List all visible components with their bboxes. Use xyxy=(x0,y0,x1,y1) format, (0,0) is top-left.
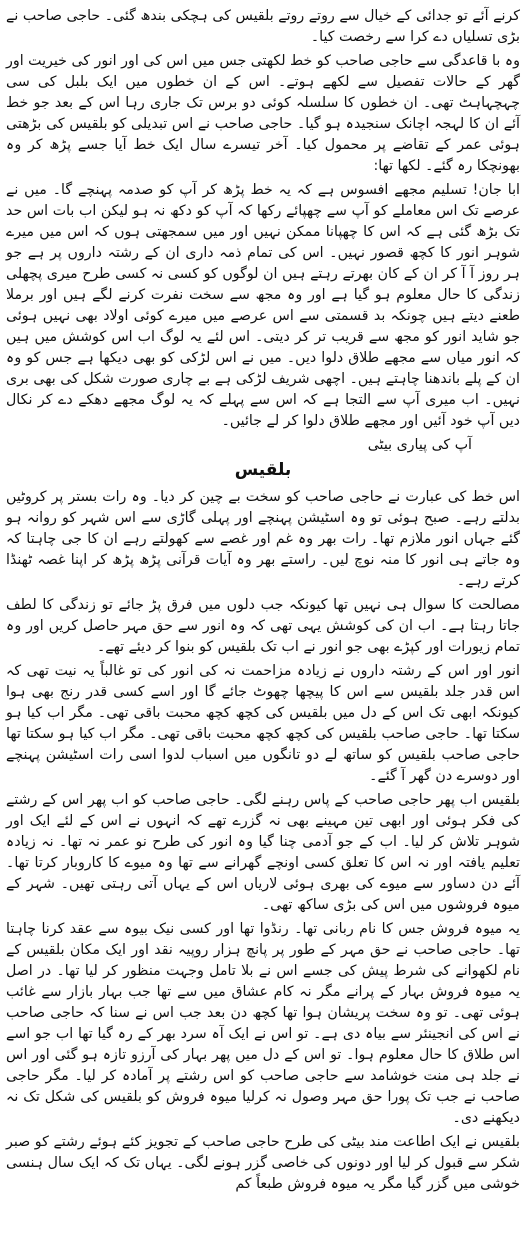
paragraph-divorce: انور اور اس کے رشتہ داروں نے زیادہ مزاحمت نہ کی انور کی تو غالباً یہ نیت تھی کہ اس قدر جلد بلقیس سے اس کا پیچھا چھوٹ جائے گا اور اسے کسی قدر رنج بھی ہوا کیونکہ ابھی تک اس کے دل میں بلقیس کی کچھ کچھ محبت باقی تھی۔ مگر اب کیا ہو سکتا تھا۔ حاجی صاحب بلقیس کی کچھ کچھ محبت باقی تھی۔ مگر اب کیا ہو سکتا تھا حاجی صاحب بلقیس کو ساتھ لے دو تانگوں میں اسباب لدوا اسی رات اسٹیشن پہنچے اور دوسرے دن گھر آ گئے۔ xyxy=(6,663,520,784)
letter-signature: بلقیس xyxy=(234,460,292,480)
paragraph-marriage: بلقیس نے ایک اطاعت مند بیٹی کی طرح حاجی صاحب کے تجویز کئے ہوئے رشتے کو صبر شکر سے قبول کر لیا اور دونوں کی خاصی گزر ہونے لگی۔ یہاں تک کہ ایک سال ہنسی خوشی میں گزر گیا مگر یہ میوہ فروش طبعاً کم xyxy=(6,1134,520,1192)
letter-signoff: آپ کی پیاری بیٹی xyxy=(367,437,472,453)
letter-body: ابا جان! تسلیم مجھے افسوس ہے کہ یہ خط پڑھ کر آپ کو صدمہ پہنچے گا۔ میں نے عرصے تک اس معاملے کو آپ سے چھپائے رکھا کہ آپ کو دکھ نہ ہو لیکن اب بات اس حد تک بڑھ گئی ہے کہ اس کا چھپانا ممکن نہیں اور میں سمجھتی ہوں کہ اس میں میرے شوہر انور کا کچھ قصور نہیں۔ اس کی تمام ذمہ داری ان کے رشتہ داروں پر ہے جو ہر روز آ آ کر ان کے کان بھرتے رہتے ہیں ان لوگوں کو کسی نہ کسی طرح میری پچھلی زندگی کا حال معلوم ہو گیا ہے اور وہ مجھ سے سخت نفرت کرنے لگے ہیں اور برملا طعنے دیتے ہیں چونکہ بد قسمتی سے اس عرصے میں میرے کوئی اولاد بھی نہیں ہوئی جو شاید انور کو مجھ سے قریب تر کر دیتی۔ اس لئے یہ لوگ اب اس کوشش میں ہیں کہ انور میاں سے مجھے طلاق دلوا دیں۔ میں نے اس لڑکی کو بھی دیکھا ہے جس کو وہ ان کے پلے باندھنا چاہتے ہیں۔ اچھی شریف لڑکی ہے بے چاری صورت شکل کی بھی بری نہیں۔ اب میری آپ سے التجا ہے کہ اس سے پہلے کہ یہ لوگ مجھے دھکے دے کر نکال دیں آپ خود آئیں اور مجھے طلاق دلوا کر لے جائیں۔ xyxy=(6,182,520,429)
paragraph-letters: وہ با قاعدگی سے حاجی صاحب کو خط لکھتی جس میں اس کی اور انور کی خیریت اور گھر کے حالات تفصیل سے لکھے ہوتے۔ اس کے ان خطوں میں ایک بلبل کی سی چہچہاہٹ تھی۔ ان خطوں کا سلسلہ کوئی دو برس تک جاری رہا اس کے بعد جو خط آئے ان کا لہجہ اچانک سنجیدہ ہو گیا۔ حاجی صاحب نے اس تبدیلی کو بلقیس کی بڑھتی ہوئی عمر کے تقاضے پر محمول کیا۔ آخر تیسرے سال ایک خط آیا جسے پڑھ کر وہ بھونچکا رہ گئے۔ لکھا تھا: xyxy=(6,53,520,174)
paragraph-departure: کرنے آئے تو جدائی کے خیال سے روتے روتے بلقیس کی ہچکی بندھ گئی۔ حاجی صاحب نے بڑی تسلیاں دے کرا سے رخصت کیا۔ xyxy=(6,8,520,45)
paragraph-reconciliation: مصالحت کا سوال ہی نہیں تھا کیونکہ جب دلوں میں فرق پڑ جائے تو زندگی کا لطف جاتا رہتا ہے۔ اب ان کی کوشش یہی تھی کہ وہ انور سے حق مہر حاصل کریں اور وہ تمام زیورات اور کپڑے بھی جو انور نے اب تک بلقیس کو بنوا کر دیئے تھے۔ xyxy=(6,597,520,655)
paragraph-new-match: بلقیس اب پھر حاجی صاحب کے پاس رہنے لگی۔ حاجی صاحب کو اب پھر اس کے رشتے کی فکر ہوئی اور ابھی تین مہینے بھی نہ گزرے تھے کہ انہوں نے اس کے لئے ایک اور شوہر تلاش کر لیا۔ اب کے جو آدمی چنا گیا وہ انور کی طرح نو عمر نہ تھا۔ نہ زیادہ تعلیم یافتہ اور نہ اس کا تعلق کسی اونچے گھرانے سے تھا وہ میوے کا کاروبار کرتا تھا۔ آئے دن دساور سے میوے کی بھری ہوئی لاریاں اس کے یہاں آتی رہتی تھیں۔ شہر کے میوہ فروشوں میں اس کی بڑی ساکھ تھی۔ xyxy=(6,792,520,913)
paragraph-fruit-seller: یہ میوہ فروش جس کا نام ربانی تھا۔ رنڈوا تھا اور کسی نیک بیوہ سے عقد کرنا چاہتا تھا۔ حاجی صاحب نے حق مہر کے طور پر پانچ ہزار روپیہ نقد اور ایک مکان بلقیس کے نام لکھوانے کی شرط پیش کی جسے اس نے بلا تامل وجہت منظور کر لیا تھا۔ در اصل یہ میوہ فروش بہار کے پرانے مگر نہ کام عشاق میں سے تھا جب بہار بازار سے غائب ہوئی تھی۔ تو وہ سخت پریشان ہوا تھا کچھ دن بعد جب اس نے سنا کہ حاجی صاحب نے اس کی انجینئر سے بیاہ دی ہے۔ تو اس نے ایک آہ سرد بھر کے رہ گیا تھا اب جو اسے اس طلاق کا حال معلوم ہوا۔ تو اس کے دل میں پھر بہار کی آرزو تازہ ہو گئی اور اس نے جلد ہی منت خوشامد سے حاجی صاحب کو اس رشتے پر آمادہ کر لیا۔ مگر حاجی صاحب نے جب تک پورا حق مہر وصول نہ کرلیا میوہ فروش کو بلقیس کی شکل تک نہ دیکھنے دی۔ xyxy=(6,921,520,1126)
paragraph-journey: اس خط کی عبارت نے حاجی صاحب کو سخت بے چین کر دیا۔ وہ رات بستر پر کروٹیں بدلتے رہے۔ صبح ہوئی تو وہ اسٹیشن پہنچے اور پہلی گاڑی سے اس شہر کو روانہ ہو گئے جہاں انور ملازم تھا۔ رات بھر وہ غم اور غصے سے کھولتے رہے ان کا جی چاہتا کہ وہ جاتے ہی انور کا منہ نوچ لیں۔ راستے بھر وہ آیات قرآنی پڑھ پڑھ کر اپنا غصہ ٹھنڈا کرتے رہے۔ xyxy=(6,489,520,589)
